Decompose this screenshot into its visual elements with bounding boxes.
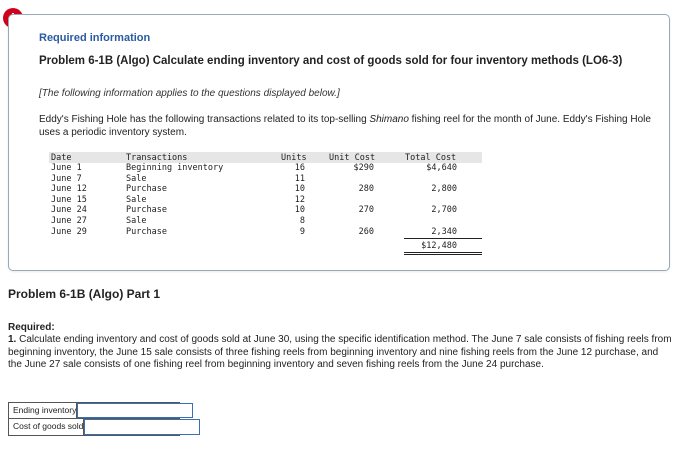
header-units: Units <box>281 153 307 163</box>
double-underline-1 <box>404 252 482 253</box>
date-cell: June 24 <box>51 205 87 216</box>
header-date: Date <box>51 153 72 163</box>
grand-total: $12,480 <box>421 241 457 251</box>
answer-row-cost-of-goods-sold <box>9 419 179 435</box>
date-cell: June 29 <box>51 226 87 237</box>
problem-description <box>39 113 659 139</box>
required-information-panel <box>8 14 670 271</box>
ending-inventory-input[interactable] <box>77 403 193 418</box>
header-unit-cost: Unit Cost <box>329 153 376 163</box>
transaction-cell: Sale <box>126 173 147 184</box>
header-transactions: Transactions <box>126 153 188 163</box>
description-brand: Shimano <box>369 114 409 125</box>
required-label: Required: <box>8 322 55 333</box>
total-cost-cell: 2,340 <box>431 226 457 237</box>
date-cell: June 15 <box>51 194 87 205</box>
transaction-cell: Sale <box>126 216 147 226</box>
double-underline-2 <box>404 254 482 255</box>
ending-inventory-label: Ending inventory <box>9 403 77 418</box>
transaction-cell: Purchase <box>126 226 167 237</box>
unit-cost-cell: $290 <box>353 163 374 173</box>
unit-cost-cell: 260 <box>358 226 374 237</box>
units-cell: 12 <box>294 194 305 205</box>
required-instructions <box>8 334 674 372</box>
problem-title: Problem 6-1B (Algo) Calculate ending inventory and cost of goods sold for four inventory methods (LO6-3) <box>39 55 623 67</box>
date-cell: June 1 <box>51 163 82 173</box>
units-cell: 10 <box>294 205 305 216</box>
header-total-cost: Total Cost <box>405 153 457 163</box>
question-number: 1. <box>8 334 17 345</box>
description-text-1: Eddy's Fishing Hole has the following transactions related to its top-selling <box>39 114 370 125</box>
total-cost-cell: $4,640 <box>426 163 457 173</box>
cost-of-goods-sold-input[interactable] <box>84 419 200 435</box>
units-cell: 16 <box>294 163 305 173</box>
unit-cost-cell: 280 <box>358 184 374 195</box>
transaction-cell: Sale <box>126 194 147 205</box>
date-cell: June 27 <box>51 216 87 226</box>
units-cell: 9 <box>299 226 305 237</box>
total-underline <box>404 238 482 239</box>
description-text-2: fishing reel for the month of June. Eddy's Fishing Hole uses a periodic inventory system. <box>39 114 651 138</box>
question-text: Calculate ending inventory and cost of goods sold at June 30, using the specific identification method. The June 7 sale consists of fishing reels from beginning inventory, the June 15 sale consists of three fishing reels from beginning inventory and nine fishing reels from the June 12 purchase, and the June 27 sale consists of one fishing reel from beginning inventory and seven fishing reels from the June 24 purchase. <box>8 334 672 370</box>
answer-table <box>8 402 180 436</box>
total-cost-cell: 2,800 <box>431 184 457 195</box>
units-cell: 11 <box>294 173 305 184</box>
part-title: Problem 6-1B (Algo) Part 1 <box>8 287 161 301</box>
info-note: [The following information applies to the questions displayed below.] <box>39 88 340 99</box>
transaction-cell: Purchase <box>126 184 167 195</box>
date-cell: June 12 <box>51 184 87 195</box>
cost-of-goods-sold-label: Cost of goods sold <box>9 419 84 435</box>
required-information-heading: Required information <box>39 32 151 44</box>
unit-cost-cell: 270 <box>358 205 374 216</box>
answer-row-ending-inventory <box>9 403 179 419</box>
date-cell: June 7 <box>51 173 82 184</box>
units-cell: 8 <box>299 216 305 226</box>
units-cell: 10 <box>294 184 305 195</box>
transaction-cell: Purchase <box>126 205 167 216</box>
transaction-cell: Beginning inventory <box>126 163 224 173</box>
total-cost-cell: 2,700 <box>431 205 457 216</box>
